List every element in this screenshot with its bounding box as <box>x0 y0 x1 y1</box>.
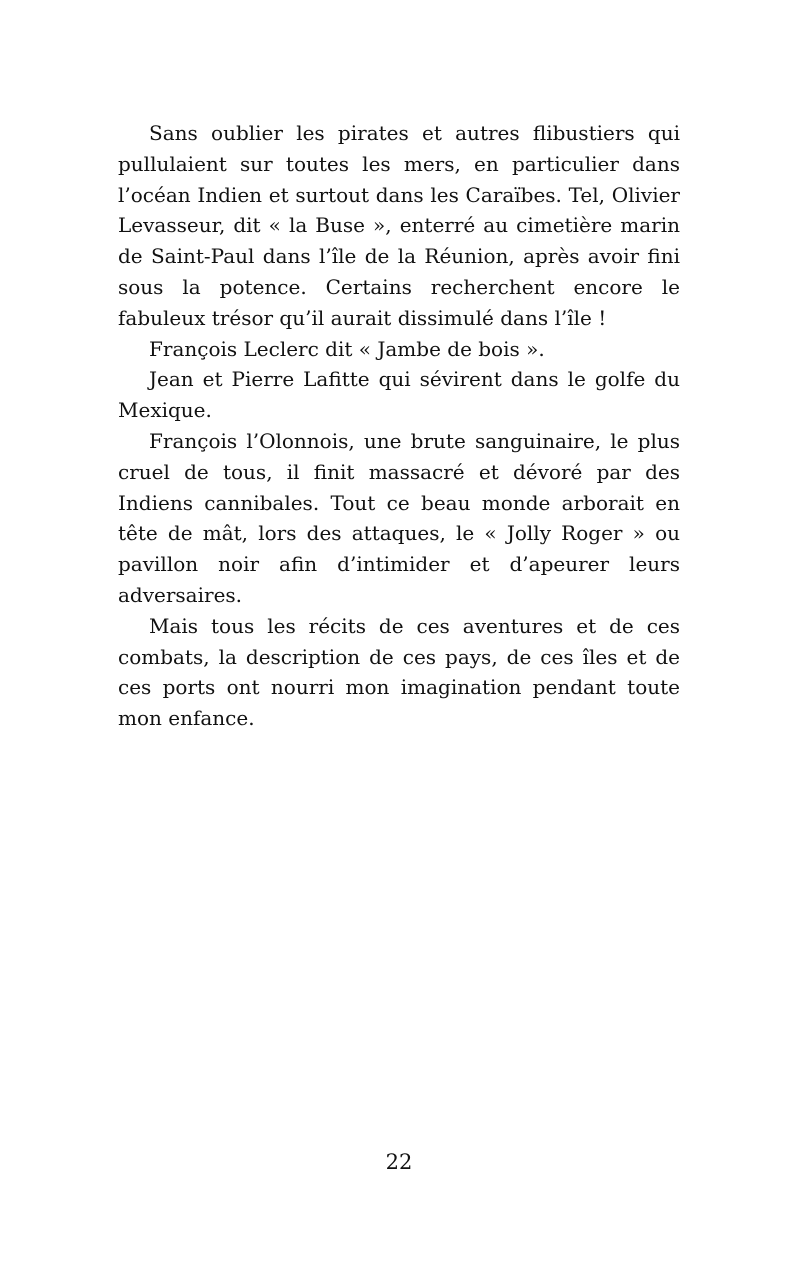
body-text <box>118 118 680 734</box>
paragraph-pirates: Sans oublier les pirates et autres flibustiers qui pullulaient sur toutes les mers, en particulier dans l’océan Indien et surtout dans les Caraïbes. Tel, Olivier Levasseur, dit « la Buse », enterré au cimetière marin de Saint-Paul dans l’île de la Réunion, après avoir fini sous la potence. Certains recherchent encore le fabuleux trésor qu’il aurait dissimulé dans l’île ! <box>118 121 680 330</box>
paragraph-olonnois: François l’Olonnois, une brute sanguinaire, le plus cruel de tous, il finit massacré et dévoré par des Indiens cannibales. Tout ce beau monde arborait en tête de mât, lors des attaques, le « Jolly Roger » ou pavillon noir afin d’intimider et d’apeurer leurs adversaires. <box>118 428 680 607</box>
paragraph-imagination: Mais tous les récits de ces aventures et de ces combats, la description de ces pays, de ces îles et de ces ports ont nourri mon imagination pendant toute mon enfance. <box>118 613 680 731</box>
paragraph-leclerc: François Leclerc dit « Jambe de bois ». <box>149 336 545 361</box>
paragraph-lafitte: Jean et Pierre Lafitte qui sévirent dans le golfe du Mexique. <box>118 367 680 423</box>
page-number: 22 <box>385 1150 413 1174</box>
